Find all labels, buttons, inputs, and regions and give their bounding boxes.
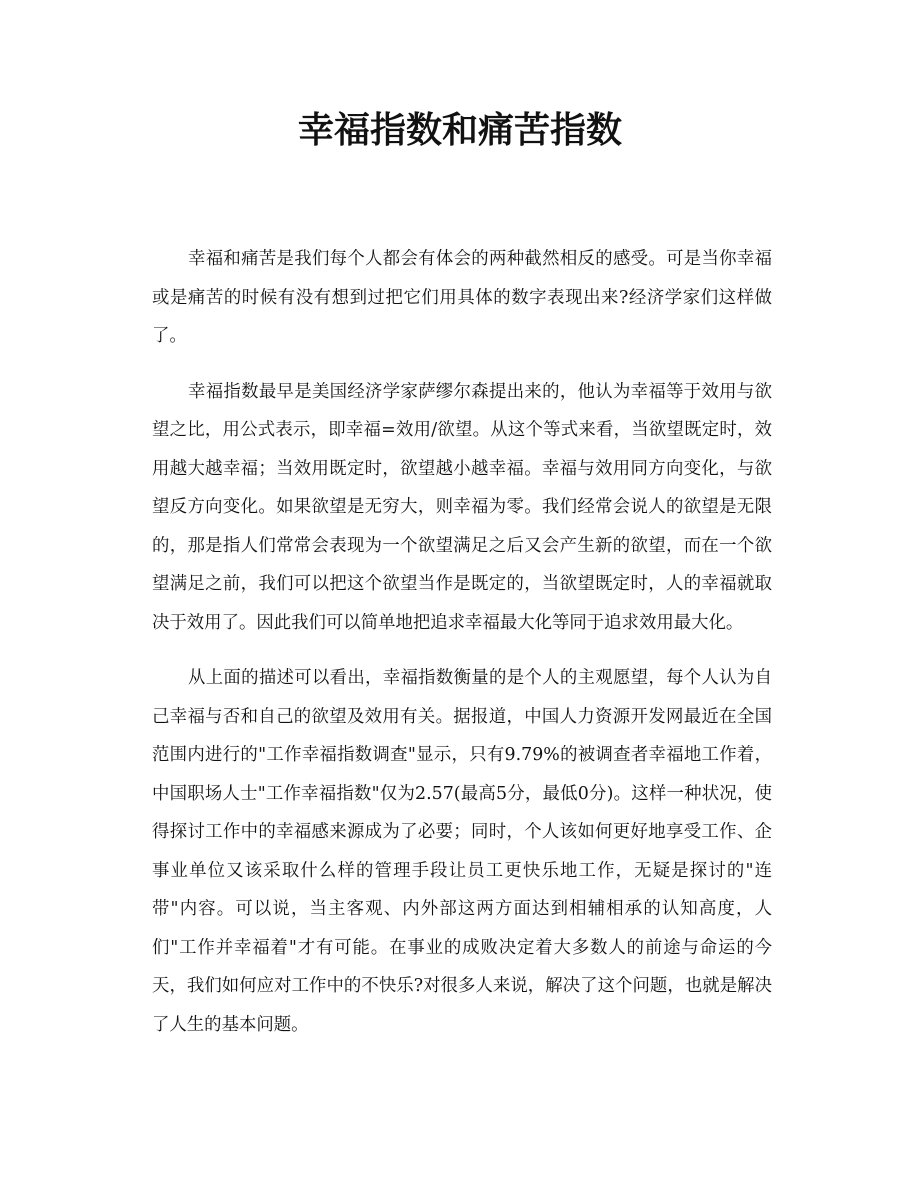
paragraph-3: 从上面的描述可以看出，幸福指数衡量的是个人的主观愿望，每个人认为自己幸福与否和自己的欲望及效用有关。据报道，中国人力资源开发网最近在全国范围内进行的"工作幸福指数调查"显示，只有9.79%的被调查者幸福地工作着，中国职场人士"工作幸福指数"仅为2.57(最高5分，最低0分)。这样一种状况，使得探讨工作中的幸福感来源成为了必要；同时，个人该如何更好地享受工作、企事业单位又该采取什么样的管理手段让员工更快乐地工作，无疑是探讨的"连带"内容。可以说，当主客观、内外部这两方面达到相辅相承的认知高度，人们"工作并幸福着"才有可能。在事业的成败决定着大多数人的前途与命运的今天，我们如何应对工作中的不快乐?对很多人来说，解决了这个问题，也就是解决了人生的基本问题。 (152, 668, 772, 1035)
paragraph-1: 幸福和痛苦是我们每个人都会有体会的两种截然相反的感受。可是当你幸福或是痛苦的时候有没有想到过把它们用具体的数字表现出来?经济学家们这样做了。 (152, 249, 772, 346)
paragraph-2: 幸福指数最早是美国经济学家萨缪尔森提出来的，他认为幸福等于效用与欲望之比，用公式表示，即幸福=效用/欲望。从这个等式来看，当欲望既定时，效用越大越幸福；当效用既定时，欲望越小越幸福。幸福与效用同方向变化，与欲望反方向变化。如果欲望是无穷大，则幸福为零。我们经常会说人的欲望是无限的，那是指人们常常会表现为一个欲望满足之后又会产生新的欲望，而在一个欲望满足之前，我们可以把这个欲望当作是既定的，当欲望既定时，人的幸福就取决于效用了。因此我们可以简单地把追求幸福最大化等同于追求效用最大化。 (152, 381, 772, 633)
document-body (152, 240, 772, 1061)
document-title: 幸福指数和痛苦指数 (297, 109, 622, 151)
